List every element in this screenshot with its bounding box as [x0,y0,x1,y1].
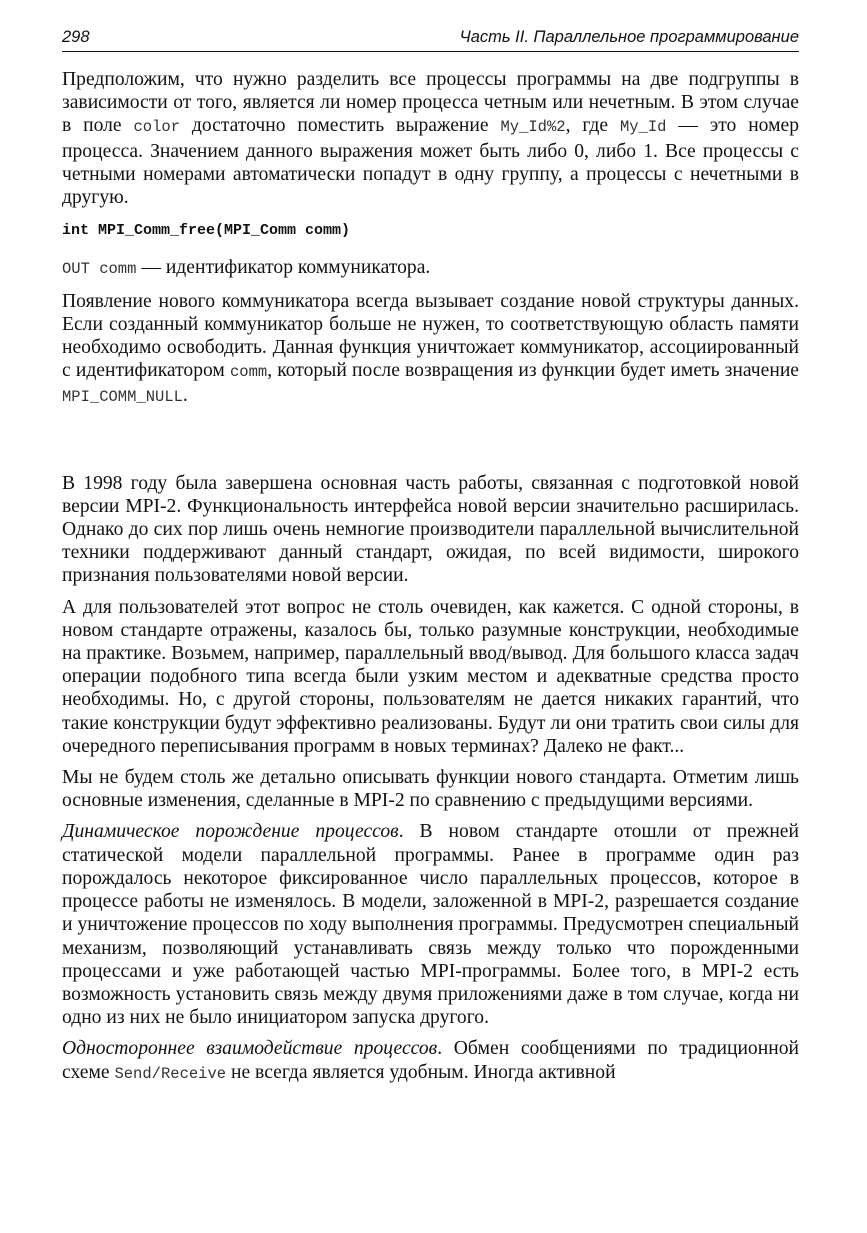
text-run: — это номер процесса. Значением данного выражения может быть либо 0, либо 1. Все процессы с четными номерами автоматически попадут в одну группу, а процессы с нечетными в другую. [62,115,800,209]
text-run: Предположим, что нужно разделить все процессы программы на две подгруппы в зависимости от того, является ли номер процесса четным или нечетным. В этом случае в поле [62,69,799,137]
running-title: Часть II. Параллельное программирование [459,28,799,46]
paragraph-mpi2-changes: Мы не будем столь же детально описывать функции нового стандарта. Отметим лишь основные изменения, сделанные в MPI-2 по сравнению с предыдущими версиями. [62,767,799,812]
page-number: 298 [62,28,90,46]
paragraph-subgroups [62,68,799,209]
text-run: . [182,385,188,407]
term-one-sided: Одностороннее взаимодействие процессов [62,1038,438,1060]
paragraph-one-sided [62,1037,799,1085]
text-run: Появление нового коммуникатора всегда вызывает создание новой структуры данных. Если созданный коммуникатор больше не нужен, то соответствующую область памяти необходимо освободить. Данная функция уничтожает коммуникатор, ассоциированный с идентификатором [62,290,799,382]
book-page [62,28,799,1094]
page-body [62,68,799,1086]
text-run: . Обмен сообщениями по традиционной схеме [62,1038,799,1083]
section-gap [62,418,799,472]
text-run: не всегда является удобным. Иногда активной [226,1061,616,1083]
paragraph-mpi2-history: В 1998 году была завершена основная часть работы, связанная с подготовкой новой версии MPI-2. Функциональность интерфейса новой версии значительно расширилась. Однако до сих пор лишь очень немногие производители параллельной вычислительной техники поддерживают данный стандарт, ожидая, по всей видимости, широкого признания пользователями новой версии. [62,472,799,587]
paragraph-dynamic-processes [62,820,799,1029]
code-my-id: My_Id [619,118,667,137]
text-run: , где [565,115,620,137]
code-param: OUT comm [62,260,137,279]
paragraph-mpi2-users: А для пользователей этот вопрос не столь очевиден, как кажется. С одной стороны, в новом стандарте отражены, казалось бы, только разумные конструкции, необходимые на практике. Возьмем, например, параллельный ввод/вывод. Для большого класса задач операции подобного типа всегда были узким местом и адекватные средства просто необходимы. Но, с другой стороны, пользователям не дается никаких гарантий, что такие конструкции будут эффективно реализованы. Будут ли они тратить свои силы для очередного переписывания программ в новых терминах? Далеко не факт... [62,596,799,757]
parameter-description [62,256,799,281]
code-expression: My_Id%2 [500,118,566,137]
code-send-receive: Send/Receive [114,1064,227,1083]
text-run: достаточно поместить выражение [180,115,501,137]
code-null: MPI_COMM_NULL [62,388,183,407]
code-color: color [133,118,181,137]
text-run: , который после возвращения из функции будет иметь значение [267,360,799,382]
text-run: — идентификатор коммуникатора. [136,257,431,279]
text-run: . В новом стандарте отошли от прежней статической модели параллельной программы. Ранее в программе один раз порождалось некоторое фиксированное число параллельных процессов, которое в процессе работы не изменялось. В модели, заложенной в MPI-2, разрешается создание и уничтожение процессов по ходу выполнения программы. Предусмотрен специальный механизм, позволяющий устанавливать связь между только что порожденными процессами и уже работающей частью MPI-программы. Более того, в MPI-2 есть возможность установить связь между двумя приложениями даже в том случае, когда ни одно из них не было инициатором запуска другого. [62,821,799,1029]
code-comm: comm [229,363,268,382]
term-dynamic-processes: Динамическое порождение процессов [62,821,399,843]
function-signature: int MPI_Comm_free(MPI_Comm comm) [62,222,351,240]
paragraph-comm-free [62,290,799,410]
page-header [62,28,799,52]
